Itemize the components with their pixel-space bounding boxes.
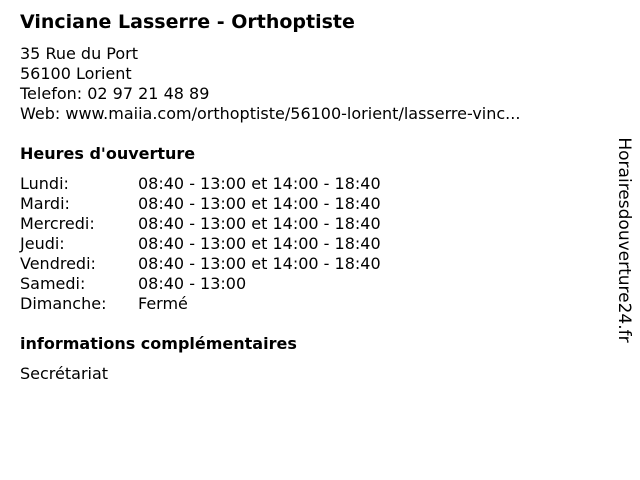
hours-row-lundi bbox=[20, 174, 381, 194]
address-block bbox=[20, 44, 520, 124]
hours-time: 08:40 - 13:00 et 14:00 - 18:40 bbox=[138, 194, 381, 213]
hours-time: 08:40 - 13:00 et 14:00 - 18:40 bbox=[138, 234, 381, 253]
hours-day: Vendredi: bbox=[20, 254, 96, 273]
website-link[interactable]: Web: www.maiia.com/orthoptiste/56100-lorient/lasserre-vinc... bbox=[20, 104, 521, 123]
hours-row-mardi bbox=[20, 194, 381, 214]
hours-row-mercredi bbox=[20, 214, 381, 234]
opening-hours-table bbox=[20, 174, 381, 314]
hours-time: 08:40 - 13:00 et 14:00 - 18:40 bbox=[138, 174, 381, 193]
site-watermark: Horairesdouverture24.fr bbox=[614, 137, 634, 343]
hours-row-vendredi bbox=[20, 254, 381, 274]
hours-day: Mardi: bbox=[20, 194, 70, 213]
phone-number: Telefon: 02 97 21 48 89 bbox=[20, 84, 210, 103]
hours-day: Dimanche: bbox=[20, 294, 107, 313]
additional-info-text: Secrétariat bbox=[20, 364, 109, 383]
hours-day: Jeudi: bbox=[20, 234, 65, 253]
hours-row-jeudi bbox=[20, 234, 381, 254]
hours-time: 08:40 - 13:00 bbox=[138, 274, 247, 293]
hours-time: 08:40 - 13:00 et 14:00 - 18:40 bbox=[138, 254, 381, 273]
page-title: Vinciane Lasserre - Orthoptiste bbox=[20, 11, 355, 33]
additional-info-heading: informations complémentaires bbox=[20, 334, 297, 353]
address-street: 35 Rue du Port bbox=[20, 44, 139, 63]
hours-time: Fermé bbox=[138, 294, 188, 313]
hours-day: Mercredi: bbox=[20, 214, 95, 233]
address-city: 56100 Lorient bbox=[20, 64, 132, 83]
hours-row-dimanche bbox=[20, 294, 381, 314]
hours-row-samedi bbox=[20, 274, 381, 294]
hours-day: Lundi: bbox=[20, 174, 69, 193]
opening-hours-heading: Heures d'ouverture bbox=[20, 144, 196, 163]
hours-day: Samedi: bbox=[20, 274, 86, 293]
hours-time: 08:40 - 13:00 et 14:00 - 18:40 bbox=[138, 214, 381, 233]
